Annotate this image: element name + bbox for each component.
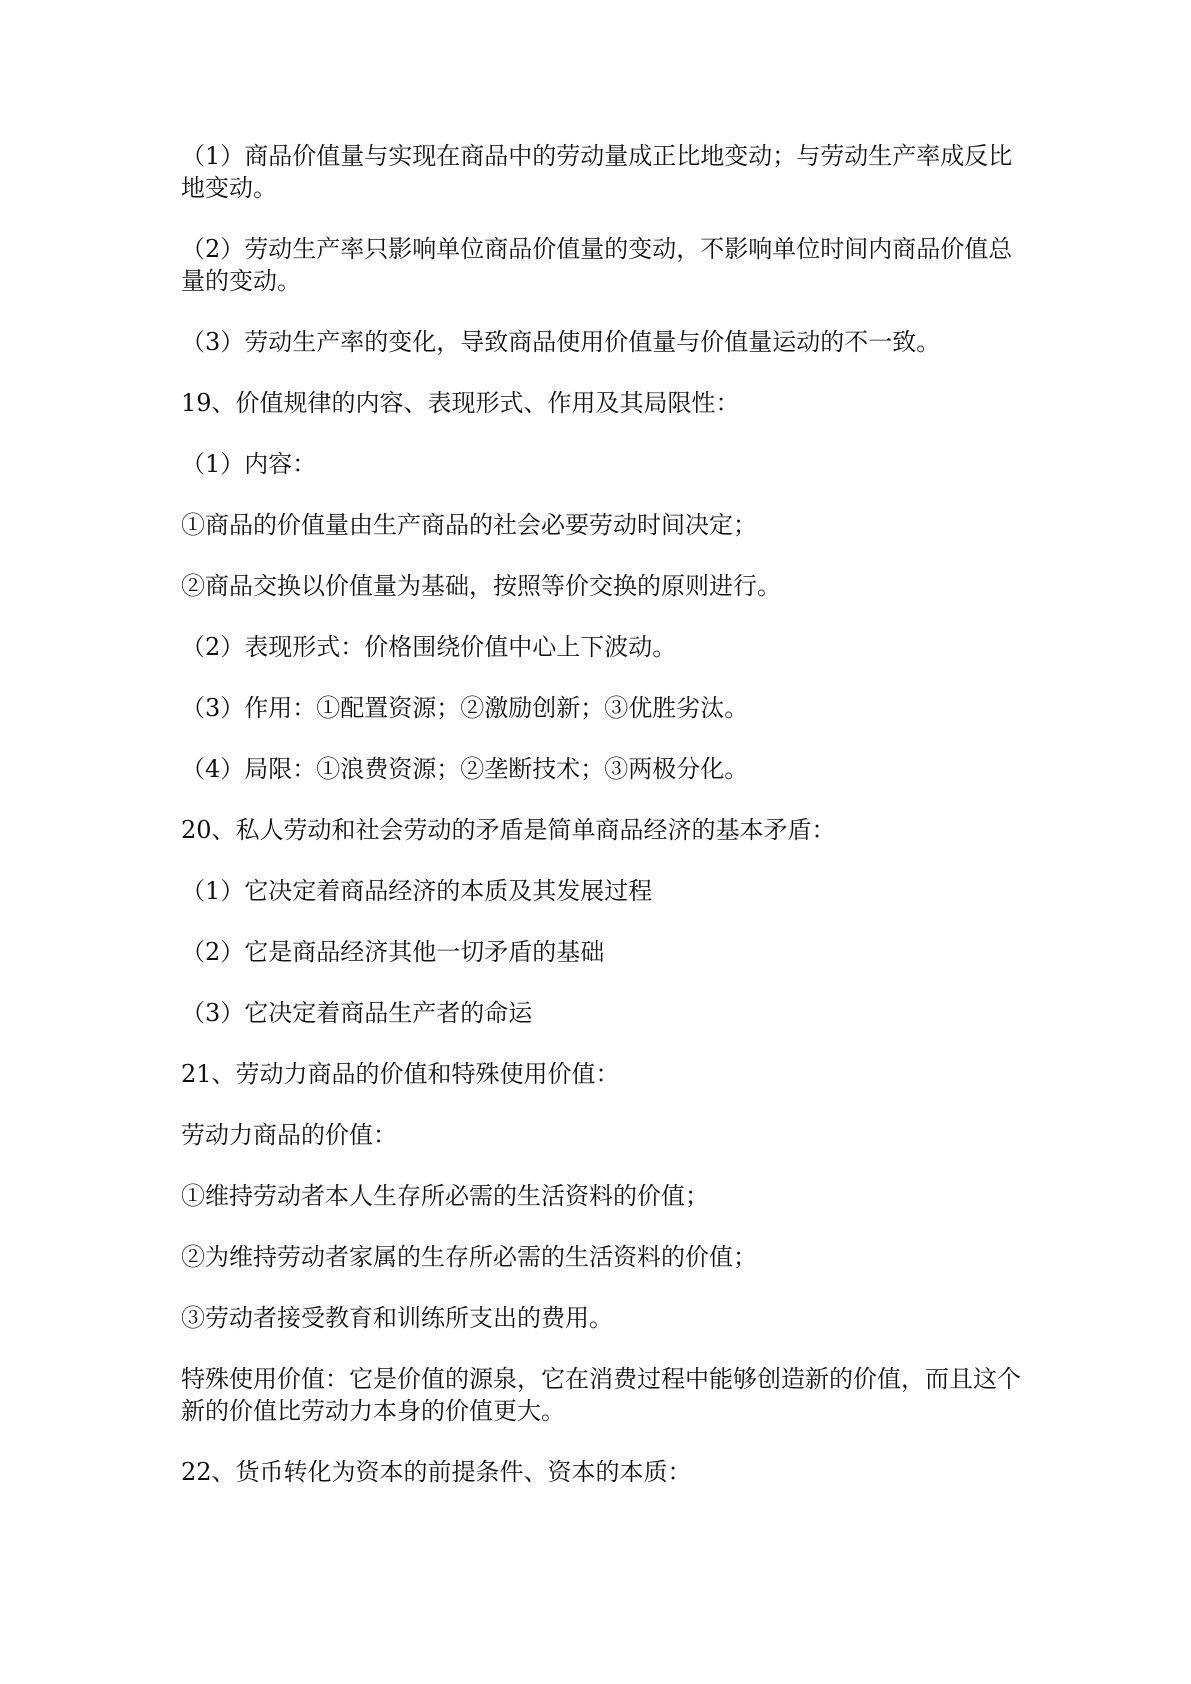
paragraph-productivity-2: （2）劳动生产率只影响单位商品价值量的变动，不影响单位时间内商品价值总量的变动。 (181, 235, 1013, 295)
paragraph-content-item-1: ①商品的价值量由生产商品的社会必要劳动时间决定； (181, 511, 757, 539)
paragraph-special-use-value: 特殊使用价值：它是价值的源泉，它在消费过程中能够创造新的价值，而且这个新的价值比劳动力本身的价值更大。 (181, 1365, 1021, 1425)
paragraph-labor-value-label: 劳动力商品的价值： (181, 1121, 397, 1149)
section-heading-19: 19、价值规律的内容、表现形式、作用及其局限性： (181, 389, 740, 417)
paragraph-labor-value-2: ②为维持劳动者家属的生存所必需的生活资料的价值； (181, 1243, 757, 1271)
section-heading-21: 21、劳动力商品的价值和特殊使用价值： (181, 1060, 620, 1088)
document-body (181, 140, 1031, 1517)
paragraph-form: （2）表现形式：价格围绕价值中心上下波动。 (181, 633, 677, 661)
paragraph-content-item-2: ②商品交换以价值量为基础，按照等价交换的原则进行。 (181, 572, 781, 600)
paragraph-content-label: （1）内容： (181, 450, 317, 478)
paragraph-productivity-3: （3）劳动生产率的变化，导致商品使用价值量与价值量运动的不一致。 (181, 328, 941, 356)
paragraph-labor-value-3: ③劳动者接受教育和训练所支出的费用。 (181, 1304, 613, 1332)
section-heading-20: 20、私人劳动和社会劳动的矛盾是简单商品经济的基本矛盾： (181, 816, 836, 844)
paragraph-productivity-1: （1）商品价值量与实现在商品中的劳动量成正比地变动；与劳动生产率成反比地变动。 (181, 142, 1013, 202)
section-heading-22: 22、货币转化为资本的前提条件、资本的本质： (181, 1458, 692, 1486)
paragraph-labor-value-1: ①维持劳动者本人生存所必需的生活资料的价值； (181, 1182, 709, 1210)
paragraph-contradiction-3: （3）它决定着商品生产者的命运 (181, 999, 533, 1027)
paragraph-function: （3）作用：①配置资源；②激励创新；③优胜劣汰。 (181, 694, 749, 722)
paragraph-contradiction-1: （1）它决定着商品经济的本质及其发展过程 (181, 877, 653, 905)
paragraph-contradiction-2: （2）它是商品经济其他一切矛盾的基础 (181, 938, 605, 966)
paragraph-limitation: （4）局限：①浪费资源；②垄断技术；③两极分化。 (181, 755, 749, 783)
